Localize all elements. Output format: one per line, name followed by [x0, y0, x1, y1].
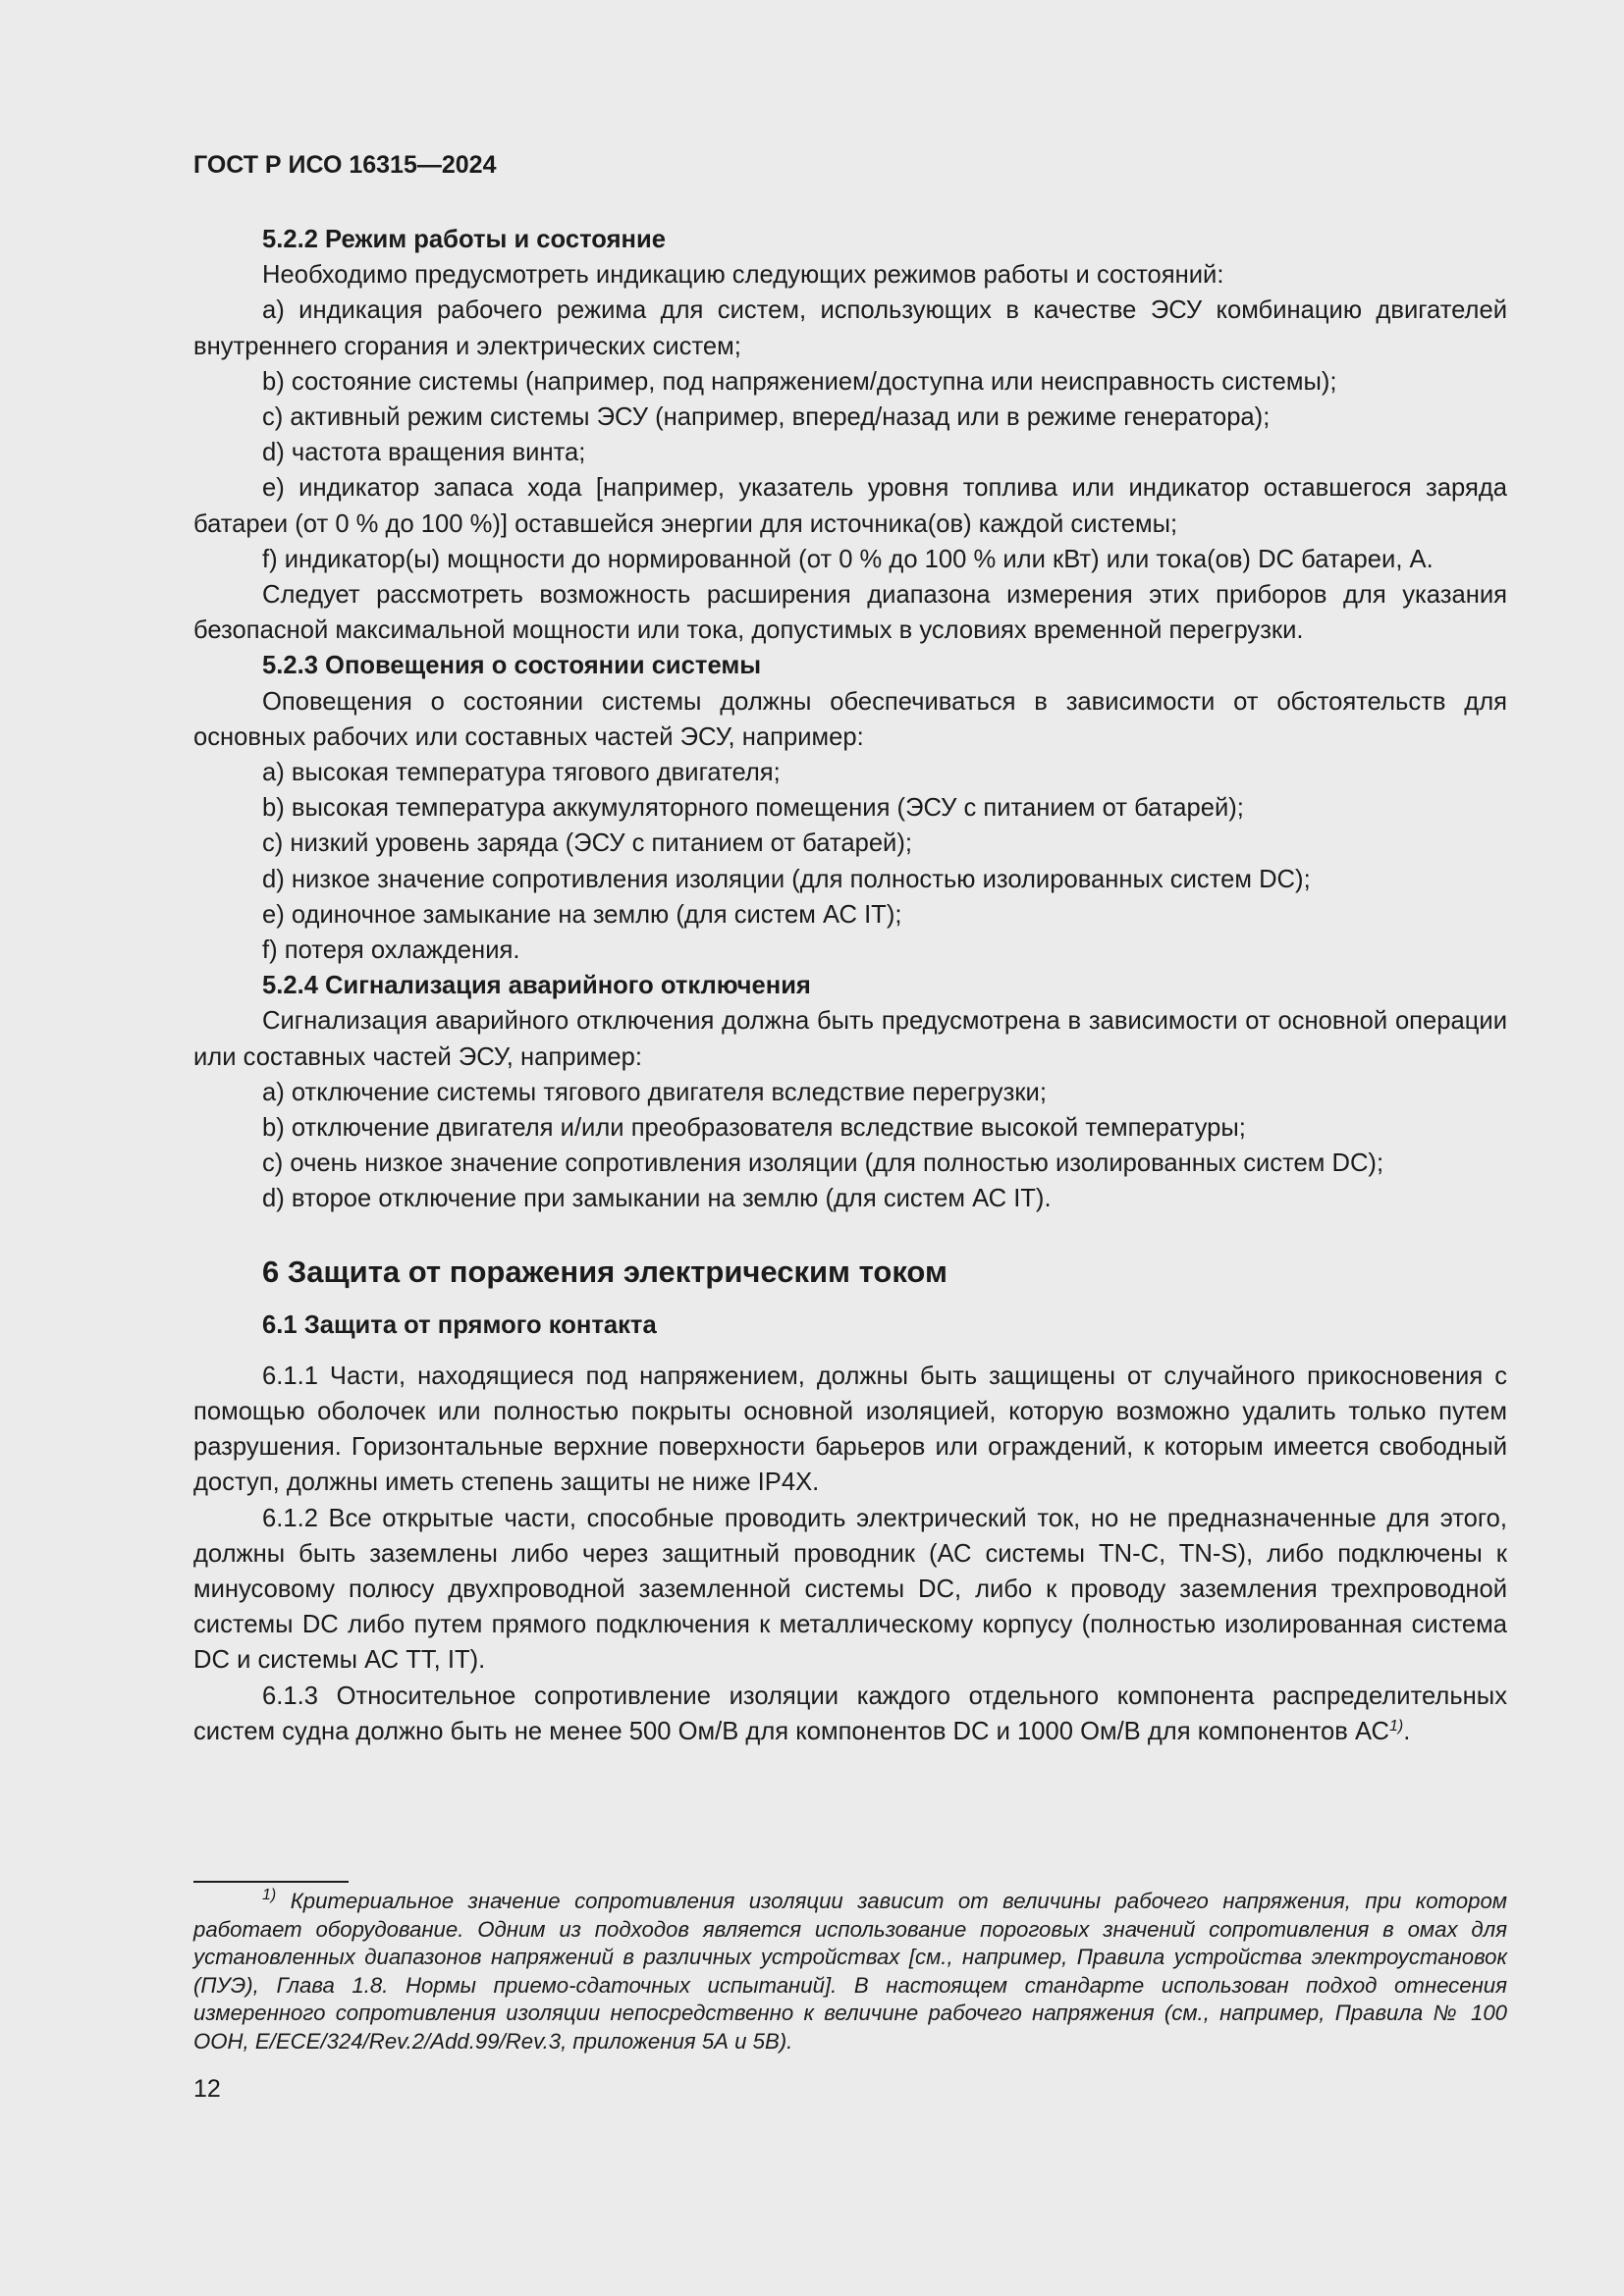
document-body — [193, 222, 1507, 1749]
list-item: d) низкое значение сопротивления изоляции (для полностью изолированных систем DC); — [262, 865, 1311, 893]
section-5-2-2-note: Следует рассмотреть возможность расширения диапазона измерения этих приборов для указания безопасной максимальной мощности или тока, допустимых в условиях временной перегрузки. — [193, 581, 1507, 645]
document-id: ГОСТ Р ИСО 16315—2024 — [193, 151, 497, 179]
section-5-2-2-intro: Необходимо предусмотреть индикацию следующих режимов работы и состояний: — [262, 261, 1224, 290]
list-item: а) индикация рабочего режима для систем, использующих в качестве ЭСУ комбинацию двигателей внутреннего сгорания и электрических систем; — [193, 296, 1507, 360]
section-6-1-heading: 6.1 Защита от прямого контакта — [262, 1310, 657, 1339]
section-5-2-4-intro: Сигнализация аварийного отключения должна быть предусмотрена в зависимости от основной операции или составных частей ЭСУ, например: — [193, 1007, 1507, 1071]
section-5-2-3-intro: Оповещения о состоянии системы должны обеспечиваться в зависимости от обстоятельств для основных рабочих или составных частей ЭСУ, например: — [193, 687, 1507, 751]
list-item: с) низкий уровень заряда (ЭСУ с питанием от батарей); — [262, 829, 912, 858]
list-item: е) одиночное замыкание на землю (для систем АС IT); — [262, 900, 902, 929]
list-item: е) индикатор запаса хода [например, указатель уровня топлива или индикатор оставшегося заряда батареи (от 0 % до 100 %)] оставшейся энергии для источника(ов) каждой системы; — [193, 474, 1507, 538]
list-item: а) высокая температура тягового двигателя; — [262, 759, 781, 787]
footnote-separator — [193, 1881, 349, 1883]
footnote-marker: 1) — [262, 1887, 277, 1903]
section-6-heading: 6 Защита от поражения электрическим током — [262, 1254, 947, 1289]
footnote-paragraph — [193, 1888, 1507, 2056]
paragraph-6-1-3-text: 6.1.3 Относительное сопротивление изоляции каждого отдельного компонента распределительных систем судна должно быть не менее 500 Ом/В для компонентов DC и 1000 Ом/В для компонентов АС — [193, 1682, 1507, 1745]
list-item: с) очень низкое значение сопротивления изоляции (для полностью изолированных систем DC); — [262, 1149, 1384, 1178]
list-item: d) второе отключение при замыкании на землю (для систем АС IT). — [262, 1185, 1052, 1213]
paragraph-6-1-2: 6.1.2 Все открытые части, способные проводить электрический ток, но не предназначенные для этого, должны быть заземлены либо через защитный проводник (АС системы TN-C, TN-S), либо подключены к минусовому полюсу двухпроводной заземленной системы DC, либо к проводу заземления трехпроводной системы DC либо путем прямого подключения к металлическому корпусу (полностью изолированная система DC и системы АС ТТ, IT). — [193, 1504, 1507, 1675]
list-item: f) индикатор(ы) мощности до нормированной (от 0 % до 100 % или кВт) или тока(ов) DC батареи, А. — [262, 545, 1434, 573]
page-number: 12 — [193, 2075, 221, 2103]
section-5-2-2-heading: 5.2.2 Режим работы и состояние — [262, 226, 666, 253]
paragraph-6-1-3 — [193, 1679, 1507, 1749]
list-item: d) частота вращения винта; — [262, 439, 586, 467]
paragraph-6-1-3-end: . — [1403, 1717, 1411, 1745]
list-item: b) состояние системы (например, под напряжением/доступна или неисправность системы); — [262, 367, 1337, 396]
footnote-reference: 1) — [1388, 1717, 1404, 1735]
section-5-2-3-heading: 5.2.3 Оповещения о состоянии системы — [262, 652, 762, 680]
list-item: с) активный режим системы ЭСУ (например, вперед/назад или в режиме генератора); — [262, 403, 1271, 432]
list-item: b) отключение двигателя и/или преобразователя вследствие высокой температуры; — [262, 1114, 1246, 1143]
list-item: f) потеря охлаждения. — [262, 936, 520, 965]
footnote-text: Критериальное значение сопротивления изоляции зависит от величины рабочего напряжения, при котором работает оборудование. Одним из подходов является использование пороговых значений сопротивления в омах для установленных диапазонов напряжений в различных устройствах [см., например, Правила устройства электроустановок (ПУЭ), Глава 1.8. Нормы приемо-сдаточных испытаний]. В настоящем стандарте использован подход отнесения измеренного сопротивления изоляции непосредственно к величине рабочего напряжения (см., например, Правила № 100 ООН, E/ECE/324/Rev.2/Add.99/Rev.3, приложения 5А и 5В). — [193, 1889, 1507, 2054]
footnote — [193, 1888, 1507, 2056]
list-item: а) отключение системы тягового двигателя вследствие перегрузки; — [262, 1078, 1047, 1106]
paragraph-6-1-1: 6.1.1 Части, находящиеся под напряжением, должны быть защищены от случайного прикосновения с помощью оболочек или полностью покрыты основной изоляцией, которую возможно удалить только путем разрушения. Горизонтальные верхние поверхности барьеров или ограждений, к которым имеется свободный доступ, должны иметь степень защиты не ниже IP4X. — [193, 1362, 1507, 1497]
list-item: b) высокая температура аккумуляторного помещения (ЭСУ с питанием от батарей); — [262, 794, 1244, 823]
section-5-2-4-heading: 5.2.4 Сигнализация аварийного отключения — [262, 972, 811, 1000]
